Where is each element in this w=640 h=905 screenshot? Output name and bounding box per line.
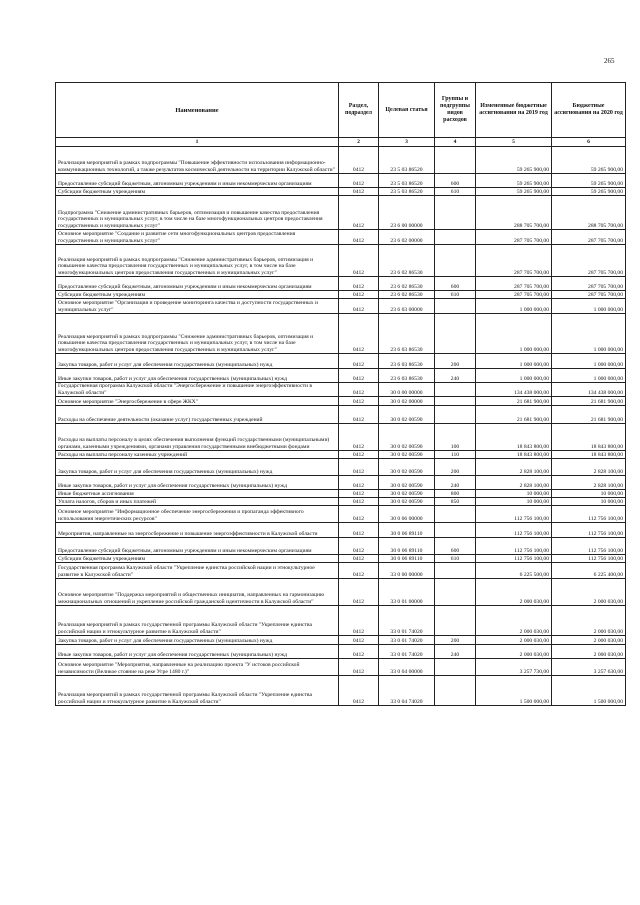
column-index: 6 — [552, 138, 626, 147]
cell-group: 240 — [435, 369, 476, 383]
cell-amount-2019: 59 265 900,00 — [476, 147, 552, 174]
cell-group — [435, 299, 476, 314]
cell-target: 23 6 03 86530 — [379, 354, 435, 369]
cell-amount-2019: 1 000 000,00 — [476, 314, 552, 354]
table-row — [56, 383, 626, 397]
cell-group: 800 — [435, 490, 476, 498]
cell-section: 0412 — [339, 490, 379, 498]
cell-amount-2020: 10 000,00 — [552, 498, 626, 506]
cell-amount-2020: 2 000 030,00 — [552, 606, 626, 636]
header-target: Целевая статья — [379, 83, 435, 138]
table-row — [56, 277, 626, 291]
cell-target: 30 0 06 00000 — [379, 506, 435, 523]
cell-group — [435, 196, 476, 230]
cell-amount-2019: 1 000 000,00 — [476, 299, 552, 314]
cell-section: 0412 — [339, 606, 379, 636]
cell-amount-2019: 2 828 100,00 — [476, 476, 552, 490]
cell-amount-2020: 10 000,00 — [552, 490, 626, 498]
cell-group — [435, 383, 476, 397]
cell-group: 600 — [435, 538, 476, 555]
cell-amount-2020: 59 265 900,00 — [552, 188, 626, 196]
cell-name: Иные закупки товаров, работ и услуг для обеспечения государственных (муниципальных) нужд — [56, 369, 339, 383]
table-row — [56, 147, 626, 174]
cell-group — [435, 579, 476, 606]
cell-target: 30 0 06 89110 — [379, 555, 435, 563]
cell-amount-2020: 287 705 700,00 — [552, 230, 626, 245]
cell-target: 30 0 02 00590 — [379, 498, 435, 506]
cell-target: 30 0 02 00590 — [379, 490, 435, 498]
cell-group: 610 — [435, 291, 476, 299]
cell-name: Предоставление субсидий бюджетным, автономным учреждениям и иным некоммерческим организациям — [56, 538, 339, 555]
cell-section: 0412 — [339, 424, 379, 451]
cell-name: Основное мероприятие "Информационное обеспечение энергосбережения и пропаганда эффективного использования энергетических ресурсов" — [56, 506, 339, 523]
cell-group — [435, 406, 476, 424]
cell-amount-2020: 287 705 700,00 — [552, 291, 626, 299]
cell-name: Реализация мероприятий в рамках государственной программы Калужской области "Укрепление единства российской нации и этнокультурное развитие в Калужской области" — [56, 606, 339, 636]
cell-amount-2019: 18 843 800,00 — [476, 424, 552, 451]
cell-section: 0412 — [339, 676, 379, 706]
cell-target: 33 0 00 00000 — [379, 563, 435, 579]
cell-name: Уплата налогов, сборов и иных платежей — [56, 498, 339, 506]
header-group: Группы и подгруппы видов расходов — [435, 83, 476, 138]
cell-amount-2020: 3 257 630,00 — [552, 659, 626, 676]
cell-group — [435, 397, 476, 406]
table-row — [56, 369, 626, 383]
cell-target: 33 0 01 74020 — [379, 636, 435, 645]
cell-amount-2020: 2 000 030,00 — [552, 636, 626, 645]
cell-amount-2019: 59 265 900,00 — [476, 174, 552, 188]
cell-amount-2020: 21 681 900,00 — [552, 397, 626, 406]
cell-target: 33 0 04 00000 — [379, 659, 435, 676]
cell-name: Предоставление субсидий бюджетным, автономным учреждениям и иным некоммерческим организациям — [56, 277, 339, 291]
page-number: 265 — [604, 57, 615, 65]
column-index: 5 — [476, 138, 552, 147]
table-row — [56, 397, 626, 406]
cell-group — [435, 230, 476, 245]
cell-amount-2019: 2 000 030,00 — [476, 645, 552, 659]
cell-amount-2019: 1 000 000,00 — [476, 354, 552, 369]
cell-section: 0412 — [339, 538, 379, 555]
cell-section: 0412 — [339, 299, 379, 314]
cell-amount-2020: 134 438 000,00 — [552, 383, 626, 397]
cell-amount-2020: 18 843 800,00 — [552, 451, 626, 459]
table-row — [56, 579, 626, 606]
cell-target: 23 6 02 86530 — [379, 245, 435, 277]
table-row — [56, 555, 626, 563]
cell-name: Иные закупки товаров, работ и услуг для обеспечения государственных (муниципальных) нужд — [56, 476, 339, 490]
cell-name: Субсидии бюджетным учреждениям — [56, 555, 339, 563]
cell-target: 23 5 03 86520 — [379, 174, 435, 188]
cell-target: 30 0 02 00590 — [379, 424, 435, 451]
cell-amount-2020: 59 265 900,00 — [552, 147, 626, 174]
table-row — [56, 245, 626, 277]
cell-name: Основное мероприятие "Энергосбережение в сфере ЖКХ" — [56, 397, 339, 406]
header-budget-2020: Бюджетные ассигнования на 2020 год — [552, 83, 626, 138]
cell-section: 0412 — [339, 230, 379, 245]
budget-table — [55, 82, 626, 706]
cell-amount-2019: 21 681 900,00 — [476, 397, 552, 406]
table-row — [56, 451, 626, 459]
cell-group: 600 — [435, 277, 476, 291]
cell-section: 0412 — [339, 506, 379, 523]
cell-section: 0412 — [339, 406, 379, 424]
table-row — [56, 476, 626, 490]
cell-group: 200 — [435, 459, 476, 476]
cell-amount-2019: 287 705 700,00 — [476, 245, 552, 277]
table-row — [56, 188, 626, 196]
cell-name: Государственная программа Калужской области "Укрепление единства российской нации и этнокультурное развитие в Калужской области" — [56, 563, 339, 579]
cell-amount-2020: 1 000 000,00 — [552, 369, 626, 383]
cell-target: 23 5 03 86520 — [379, 147, 435, 174]
cell-section: 0412 — [339, 659, 379, 676]
cell-amount-2020: 6 225 400,00 — [552, 563, 626, 579]
cell-name: Реализация мероприятий в рамках подпрограммы "Повышение эффективности использования информационно-коммуникационных технологий, а также результатов космической деятельности на территории Калужской области" — [56, 147, 339, 174]
cell-section: 0412 — [339, 291, 379, 299]
cell-amount-2019: 3 257 730,00 — [476, 659, 552, 676]
table-row — [56, 498, 626, 506]
cell-section: 0412 — [339, 645, 379, 659]
cell-section: 0412 — [339, 147, 379, 174]
cell-target: 33 0 01 00000 — [379, 579, 435, 606]
cell-amount-2020: 1 500 000,00 — [552, 676, 626, 706]
table-row — [56, 676, 626, 706]
cell-target: 23 5 03 86520 — [379, 188, 435, 196]
table-row — [56, 174, 626, 188]
cell-group: 200 — [435, 354, 476, 369]
cell-target: 33 0 01 74020 — [379, 606, 435, 636]
cell-name: Основное мероприятие "Поддержка мероприятий и общественных инициатив, направленных на гармонизацию межнациональных отношений и укрепление российской гражданской идентичности в Калужской области" — [56, 579, 339, 606]
cell-group — [435, 314, 476, 354]
cell-name: Реализация мероприятий в рамках подпрограммы "Снижение административных барьеров, оптимизация и повышение качества предоставления государственных и муниципальных услуг, в том числе на базе многофункциональных центров предоставления государственных и муниципальных услуг" — [56, 314, 339, 354]
cell-amount-2020: 112 756 100,00 — [552, 538, 626, 555]
cell-group: 850 — [435, 498, 476, 506]
cell-amount-2019: 112 756 100,00 — [476, 555, 552, 563]
cell-name: Мероприятия, направленные на энергосбережение и повышение энергоэффективности в Калужской области — [56, 523, 339, 538]
table-row — [56, 563, 626, 579]
cell-amount-2019: 287 705 700,00 — [476, 230, 552, 245]
cell-amount-2019: 2 828 100,00 — [476, 459, 552, 476]
cell-name: Подпрограмма "Снижение административных барьеров, оптимизация и повышение качества предоставления государственных и муниципальных услуг, в том числе на базе многофункциональных центров предоставления государственных и муниципальных услуг" — [56, 196, 339, 230]
cell-amount-2020: 2 000 030,00 — [552, 579, 626, 606]
cell-target: 30 0 00 00000 — [379, 383, 435, 397]
cell-amount-2019: 18 843 800,00 — [476, 451, 552, 459]
cell-name: Основное мероприятие "Мероприятия, направленные на реализацию проекта "У истоков российской независимости (Великое стояние на реке Угре 1480 г.)" — [56, 659, 339, 676]
table-row — [56, 299, 626, 314]
cell-amount-2019: 1 000 000,00 — [476, 369, 552, 383]
column-index: 4 — [435, 138, 476, 147]
cell-group — [435, 147, 476, 174]
cell-amount-2019: 112 756 100,00 — [476, 506, 552, 523]
cell-group: 600 — [435, 174, 476, 188]
cell-group: 110 — [435, 451, 476, 459]
table-row — [56, 523, 626, 538]
cell-amount-2020: 1 000 000,00 — [552, 299, 626, 314]
cell-section: 0412 — [339, 188, 379, 196]
cell-name: Расходы на выплаты персоналу казенных учреждений — [56, 451, 339, 459]
cell-amount-2020: 59 265 900,00 — [552, 174, 626, 188]
cell-target: 23 6 03 86530 — [379, 369, 435, 383]
cell-name: Реализация мероприятий в рамках государственной программы Калужской области "Укрепление единства российской нации и этнокультурное развитие в Калужской области" — [56, 676, 339, 706]
table-row — [56, 196, 626, 230]
cell-section: 0412 — [339, 523, 379, 538]
cell-group — [435, 523, 476, 538]
cell-target: 30 0 06 89110 — [379, 538, 435, 555]
cell-amount-2019: 112 756 100,00 — [476, 523, 552, 538]
table-row — [56, 659, 626, 676]
cell-group — [435, 245, 476, 277]
table-row — [56, 645, 626, 659]
table-row — [56, 490, 626, 498]
cell-amount-2019: 21 681 900,00 — [476, 406, 552, 424]
cell-amount-2019: 288 705 700,00 — [476, 196, 552, 230]
header-changed-2019: Измененные бюджетные ассигнования на 2019 год — [476, 83, 552, 138]
cell-amount-2020: 112 756 100,00 — [552, 506, 626, 523]
table-row — [56, 459, 626, 476]
cell-group: 240 — [435, 645, 476, 659]
cell-target: 30 0 02 00000 — [379, 397, 435, 406]
table-row — [56, 538, 626, 555]
cell-amount-2019: 112 756 100,00 — [476, 538, 552, 555]
cell-target: 30 0 02 00590 — [379, 476, 435, 490]
cell-target: 23 6 02 86530 — [379, 291, 435, 299]
cell-name: Основное мероприятие "Организация и проведение мониторинга качества и доступности государственных и муниципальных услуг" — [56, 299, 339, 314]
cell-section: 0412 — [339, 476, 379, 490]
table-row — [56, 424, 626, 451]
cell-name: Субсидии бюджетным учреждениям — [56, 188, 339, 196]
cell-amount-2020: 1 000 000,00 — [552, 354, 626, 369]
cell-group: 100 — [435, 424, 476, 451]
cell-target: 30 0 02 00590 — [379, 406, 435, 424]
column-index: 3 — [379, 138, 435, 147]
cell-amount-2020: 21 681 900,00 — [552, 406, 626, 424]
cell-amount-2020: 287 705 700,00 — [552, 245, 626, 277]
cell-target: 23 6 02 00000 — [379, 230, 435, 245]
cell-section: 0412 — [339, 174, 379, 188]
table-body — [56, 147, 626, 706]
cell-section: 0412 — [339, 354, 379, 369]
cell-group — [435, 659, 476, 676]
cell-amount-2019: 2 000 030,00 — [476, 636, 552, 645]
cell-amount-2020: 2 828 100,00 — [552, 476, 626, 490]
cell-name: Государственная программа Калужской области "Энергосбережение и повышение энергоэффективности в Калужской области" — [56, 383, 339, 397]
cell-section: 0412 — [339, 196, 379, 230]
table-row — [56, 636, 626, 645]
column-index: 1 — [56, 138, 339, 147]
cell-name: Субсидии бюджетным учреждениям — [56, 291, 339, 299]
table-row — [56, 314, 626, 354]
table-row — [56, 354, 626, 369]
cell-group — [435, 563, 476, 579]
cell-group — [435, 606, 476, 636]
cell-group — [435, 506, 476, 523]
cell-section: 0412 — [339, 245, 379, 277]
cell-amount-2020: 287 705 700,00 — [552, 277, 626, 291]
cell-target: 23 6 03 00000 — [379, 299, 435, 314]
cell-section: 0412 — [339, 555, 379, 563]
cell-section: 0412 — [339, 459, 379, 476]
cell-section: 0412 — [339, 314, 379, 354]
cell-amount-2019: 1 500 000,00 — [476, 676, 552, 706]
column-index: 2 — [339, 138, 379, 147]
cell-amount-2020: 288 705 700,00 — [552, 196, 626, 230]
cell-amount-2019: 6 225 500,00 — [476, 563, 552, 579]
cell-section: 0412 — [339, 579, 379, 606]
cell-name: Иные закупки товаров, работ и услуг для обеспечения государственных (муниципальных) нужд — [56, 645, 339, 659]
cell-amount-2019: 10 000,00 — [476, 498, 552, 506]
cell-name: Иные бюджетные ассигнования — [56, 490, 339, 498]
cell-section: 0412 — [339, 397, 379, 406]
cell-amount-2020: 1 000 000,00 — [552, 314, 626, 354]
table-row — [56, 230, 626, 245]
cell-target: 30 0 02 00590 — [379, 459, 435, 476]
cell-target: 23 6 03 86530 — [379, 314, 435, 354]
cell-amount-2019: 287 705 700,00 — [476, 277, 552, 291]
header-section: Раздел, подраздел — [339, 83, 379, 138]
cell-name: Расходы на выплаты персоналу в целях обеспечения выполнения функций государственными (муниципальными) органами, казенными учреждениями, органами управления государственными внебюджетными фондами — [56, 424, 339, 451]
cell-target: 30 0 06 89110 — [379, 523, 435, 538]
cell-group: 610 — [435, 555, 476, 563]
table-row — [56, 291, 626, 299]
cell-name: Основное мероприятие "Создание и развитие сети многофункциональных центров предоставления государственных и муниципальных услуг" — [56, 230, 339, 245]
cell-target: 33 0 04 74020 — [379, 676, 435, 706]
cell-section: 0412 — [339, 277, 379, 291]
cell-section: 0412 — [339, 636, 379, 645]
cell-name: Закупка товаров, работ и услуг для обеспечения государственных (муниципальных) нужд — [56, 354, 339, 369]
header-row — [56, 83, 626, 138]
cell-section: 0412 — [339, 563, 379, 579]
cell-group — [435, 676, 476, 706]
cell-amount-2020: 112 756 100,00 — [552, 555, 626, 563]
cell-name: Реализация мероприятий в рамках подпрограммы "Снижение административных барьеров, оптимизация и повышение качества предоставления государственных и муниципальных услуг, в том числе на базе многофункциональных центров предоставления государственных и муниципальных услуг" — [56, 245, 339, 277]
cell-amount-2019: 134 438 000,00 — [476, 383, 552, 397]
cell-section: 0412 — [339, 498, 379, 506]
cell-name: Закупка товаров, работ и услуг для обеспечения государственных (муниципальных) нужд — [56, 459, 339, 476]
cell-target: 23 6 00 00000 — [379, 196, 435, 230]
cell-amount-2020: 112 756 100,00 — [552, 523, 626, 538]
cell-name: Закупка товаров, работ и услуг для обеспечения государственных (муниципальных) нужд — [56, 636, 339, 645]
cell-amount-2020: 2 828 100,00 — [552, 459, 626, 476]
cell-section: 0412 — [339, 383, 379, 397]
cell-amount-2020: 18 843 800,00 — [552, 424, 626, 451]
cell-target: 33 0 01 74020 — [379, 645, 435, 659]
cell-section: 0412 — [339, 451, 379, 459]
cell-amount-2019: 2 000 030,00 — [476, 606, 552, 636]
table-row — [56, 506, 626, 523]
cell-amount-2019: 2 000 030,00 — [476, 579, 552, 606]
cell-name: Предоставление субсидий бюджетным, автономным учреждениям и иным некоммерческим организациям — [56, 174, 339, 188]
column-index-row — [56, 138, 626, 147]
header-name: Наименование — [56, 83, 339, 138]
cell-target: 23 6 02 86530 — [379, 277, 435, 291]
cell-section: 0412 — [339, 369, 379, 383]
cell-group: 610 — [435, 188, 476, 196]
cell-group: 200 — [435, 636, 476, 645]
cell-amount-2019: 10 000,00 — [476, 490, 552, 498]
cell-group: 240 — [435, 476, 476, 490]
cell-name: Расходы на обеспечение деятельности (оказание услуг) государственных учреждений — [56, 406, 339, 424]
table-row — [56, 606, 626, 636]
table-row — [56, 406, 626, 424]
cell-amount-2019: 287 705 700,00 — [476, 291, 552, 299]
cell-target: 30 0 02 00590 — [379, 451, 435, 459]
cell-amount-2019: 59 265 900,00 — [476, 188, 552, 196]
cell-amount-2020: 2 000 030,00 — [552, 645, 626, 659]
